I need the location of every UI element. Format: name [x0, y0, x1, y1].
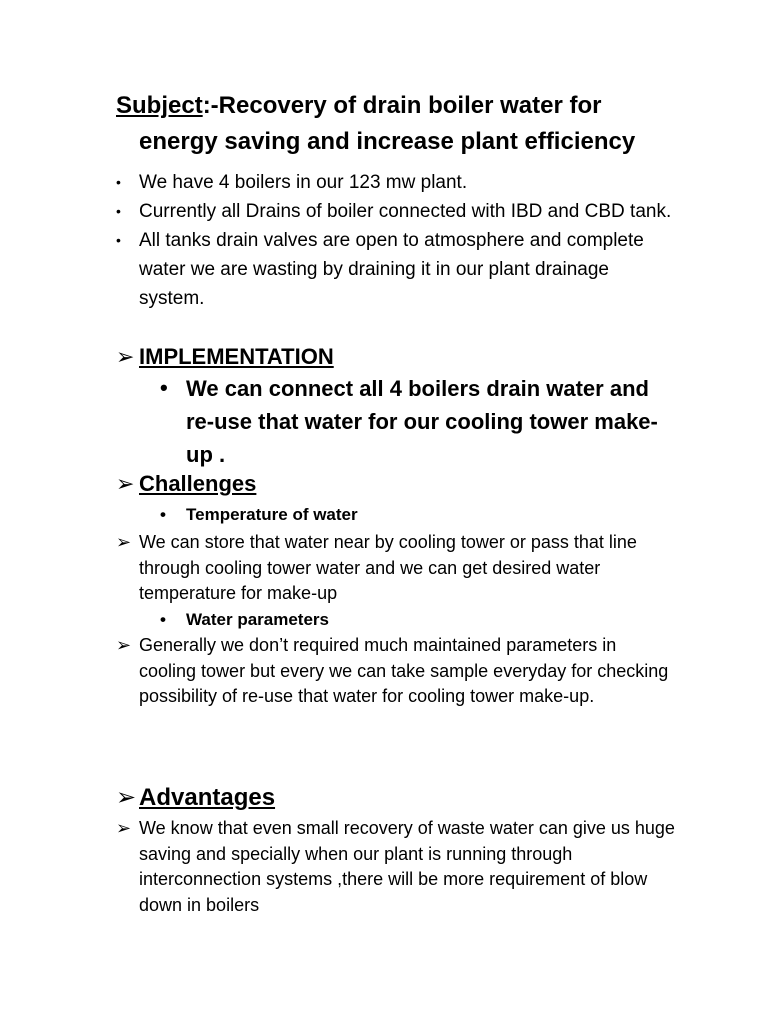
challenge-parameters-text: ➢ Generally we don’t required much maintained parameters in cooling tower but every we can take sample everyday for checking possibility of re-use that water for cooling tower make-up.: [116, 635, 669, 706]
arrow-bullet-icon: ➢: [116, 344, 135, 369]
list-item: • All tanks drain valves are open to atmosphere and complete water we are wasting by draining it in our plant drainage system.: [116, 226, 676, 313]
subject-title-line1: :-Recovery of drain boiler water for: [202, 92, 602, 119]
challenge-temperature-text: ➢ We can store that water near by cooling tower or pass that line through cooling tower water and we can get desired water temperature for make-up: [116, 532, 637, 603]
challenge-temperature-title: • Temperature of water: [160, 505, 358, 524]
implementation-bullet: • We can connect all 4 boilers drain water and re-use that water for our cooling tower make-up .: [160, 372, 680, 471]
list-item: • We have 4 boilers in our 123 mw plant.: [116, 168, 676, 197]
intro-bullet-list: [116, 168, 676, 313]
bullet-icon: •: [116, 203, 121, 219]
bullet-icon: •: [160, 375, 168, 400]
challenges-heading: ➢ Challenges: [116, 469, 256, 499]
advantages-text: ➢ We know that even small recovery of waste water can give us huge saving and specially when our plant is running through interconnection systems ,there will be more requirement of blow down in boilers: [116, 818, 675, 915]
advantages-heading: ➢ Advantages: [116, 782, 275, 814]
subject-label: Subject: [116, 92, 203, 119]
arrow-bullet-icon: ➢: [116, 532, 132, 552]
challenge-parameters-title: • Water parameters: [160, 610, 329, 629]
bullet-icon: •: [116, 174, 121, 190]
bullet-icon: •: [160, 505, 166, 524]
arrow-bullet-icon: ➢: [116, 784, 137, 811]
arrow-bullet-icon: ➢: [116, 818, 132, 838]
subject-heading: [116, 88, 716, 160]
bullet-icon: •: [116, 232, 121, 248]
arrow-bullet-icon: ➢: [116, 635, 132, 655]
implementation-heading: ➢ IMPLEMENTATION: [116, 342, 334, 372]
subject-title-line2: energy saving and increase plant efficiency: [139, 128, 636, 155]
list-item: • Currently all Drains of boiler connected with IBD and CBD tank.: [116, 197, 676, 226]
bullet-icon: •: [160, 610, 166, 629]
arrow-bullet-icon: ➢: [116, 471, 135, 496]
